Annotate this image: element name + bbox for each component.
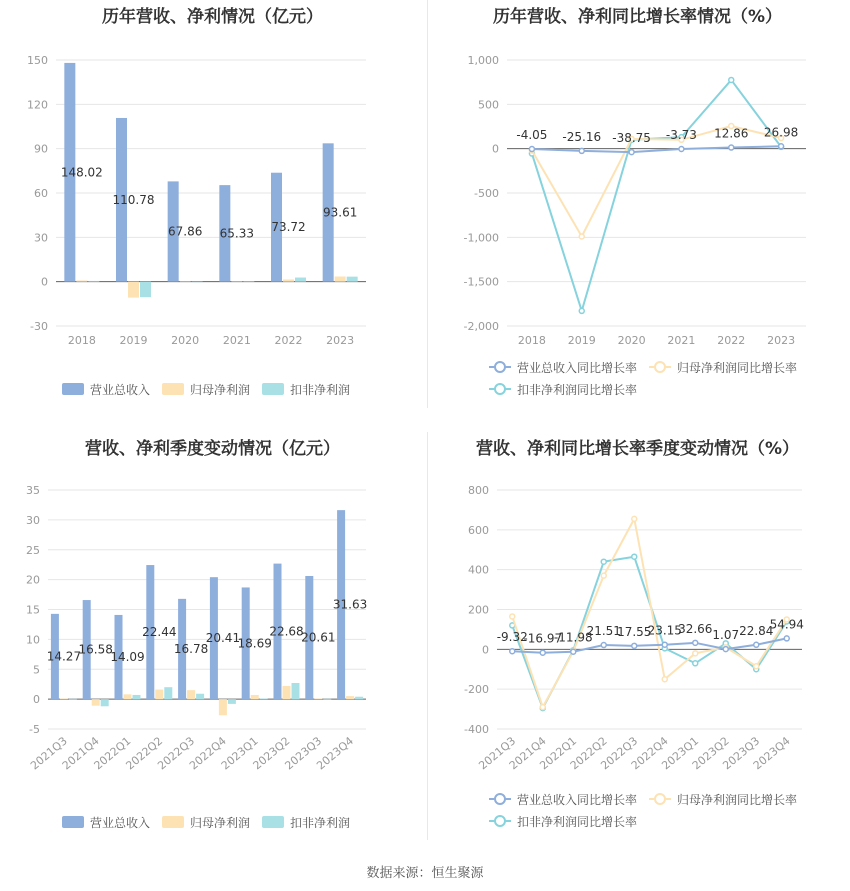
point-2 xyxy=(632,554,637,559)
y-tick-label: 30 xyxy=(26,513,40,527)
legend-label: 营业总收入 xyxy=(90,383,151,397)
bar-1 xyxy=(187,690,195,699)
y-tick-label: 5 xyxy=(33,663,40,677)
legend-label: 归母净利润 xyxy=(190,816,251,830)
data-label: 26.98 xyxy=(763,125,799,140)
y-tick-label: 600 xyxy=(468,523,489,537)
point-0 xyxy=(540,650,545,655)
x-tick-label: 2023Q1 xyxy=(218,734,261,773)
bar-2 xyxy=(164,687,172,699)
y-tick-label: 10 xyxy=(26,633,40,647)
y-tick-label: 500 xyxy=(478,98,499,112)
x-tick-label: 2022Q2 xyxy=(567,734,610,773)
legend-swatch-marker xyxy=(495,816,505,826)
x-tick-label: 2023Q1 xyxy=(659,734,702,773)
y-tick-label: 35 xyxy=(26,484,40,497)
x-tick-label: 2021Q4 xyxy=(506,734,549,773)
y-tick-label: 0 xyxy=(482,643,489,657)
data-label: -3.73 xyxy=(665,127,697,142)
x-tick-label: 2022Q1 xyxy=(537,734,580,773)
x-tick-label: 2023Q4 xyxy=(314,734,357,773)
data-label: 20.61 xyxy=(301,630,336,645)
legend-label: 营业总收入 xyxy=(90,816,151,830)
x-tick-label: 2023Q3 xyxy=(282,734,325,773)
y-tick-label: 20 xyxy=(26,573,40,587)
bar-1 xyxy=(314,699,322,700)
bar-1 xyxy=(231,281,242,282)
bar-1 xyxy=(124,694,132,699)
point-0 xyxy=(723,647,728,652)
x-tick-label: 2021 xyxy=(667,334,696,347)
y-tick-label: 800 xyxy=(468,484,489,497)
y-tick-label: -30 xyxy=(30,320,48,333)
data-label: 67.86 xyxy=(167,224,203,239)
point-1 xyxy=(662,677,667,682)
data-label: 1.07 xyxy=(712,628,740,643)
x-tick-label: 2022Q4 xyxy=(187,734,229,773)
chart-title: 营收、净利季度变动情况（亿元） xyxy=(85,439,340,459)
chart-title: 历年营收、净利情况（亿元） xyxy=(102,7,323,27)
point-0 xyxy=(779,144,784,149)
legend-swatch-marker xyxy=(495,794,505,804)
bar-2 xyxy=(355,697,363,699)
data-label: 31.63 xyxy=(332,597,368,612)
bar-1 xyxy=(283,686,291,699)
quarterly-bar-panel xyxy=(0,432,425,862)
bar-1 xyxy=(346,696,354,699)
point-0 xyxy=(571,649,576,654)
bar-2 xyxy=(228,699,236,704)
bar-1 xyxy=(180,281,191,282)
y-tick-label: 150 xyxy=(27,54,48,67)
data-label: 110.78 xyxy=(112,192,155,207)
legend-swatch-marker xyxy=(495,362,505,372)
point-0 xyxy=(510,649,515,654)
data-label: 65.33 xyxy=(219,226,255,241)
bar-1 xyxy=(251,695,259,699)
y-tick-label: 1,000 xyxy=(467,54,499,67)
bar-2 xyxy=(69,699,77,700)
x-tick-label: 2020 xyxy=(617,334,646,347)
data-label: 18.69 xyxy=(237,636,272,651)
y-tick-label: 0 xyxy=(492,142,499,156)
y-tick-label: -200 xyxy=(464,683,489,697)
data-label: 16.58 xyxy=(78,642,113,657)
bar-2 xyxy=(292,683,300,699)
x-tick-label: 2023 xyxy=(767,334,796,347)
bar-2 xyxy=(192,282,203,283)
x-tick-label: 2022 xyxy=(274,334,303,347)
x-tick-label: 2022Q4 xyxy=(628,734,671,773)
data-label: 23.15 xyxy=(647,623,682,638)
legend-swatch xyxy=(62,816,84,828)
bar-1 xyxy=(60,699,68,700)
bar-2 xyxy=(133,695,141,699)
data-label: 22.44 xyxy=(142,625,177,640)
x-tick-label: 2022Q3 xyxy=(155,734,198,773)
data-label: 20.41 xyxy=(205,631,241,646)
legend-label: 扣非净利润同比增长率 xyxy=(517,383,638,397)
data-label: -4.05 xyxy=(516,128,548,143)
point-1 xyxy=(579,234,584,239)
point-1 xyxy=(540,705,545,710)
legend-swatch xyxy=(62,383,84,395)
point-0 xyxy=(629,150,634,155)
annual-bar-panel xyxy=(0,0,425,430)
quarterly-growth-panel xyxy=(425,432,850,862)
bar-1 xyxy=(219,699,227,715)
data-label: 14.09 xyxy=(110,650,145,665)
x-tick-label: 2023Q2 xyxy=(689,734,732,773)
y-tick-label: -2,000 xyxy=(463,320,499,333)
y-tick-label: 30 xyxy=(34,231,48,245)
point-1 xyxy=(693,651,698,656)
legend-swatch xyxy=(162,383,184,395)
y-tick-label: 120 xyxy=(27,98,48,112)
data-label: 21.51 xyxy=(586,624,621,639)
y-tick-label: -500 xyxy=(474,187,499,200)
x-tick-label: 2021 xyxy=(222,334,251,347)
data-label: -25.16 xyxy=(562,129,602,144)
bar-2 xyxy=(323,699,331,700)
series-line-0 xyxy=(532,146,781,152)
annual-growth-chart xyxy=(425,0,850,430)
point-1 xyxy=(754,664,759,669)
y-tick-label: 0 xyxy=(41,275,48,289)
x-tick-label: 2023Q2 xyxy=(250,734,293,773)
point-2 xyxy=(693,661,698,666)
bar-1 xyxy=(128,282,139,298)
chart-title: 营收、净利同比增长率季度变动情况（%） xyxy=(475,439,800,459)
legend-label: 营业总收入同比增长率 xyxy=(517,361,638,375)
legend-swatch-marker xyxy=(655,794,665,804)
data-label: 32.66 xyxy=(678,621,713,636)
data-label: 16.78 xyxy=(173,641,209,656)
y-tick-label: -400 xyxy=(464,723,489,736)
y-tick-label: 200 xyxy=(468,603,489,617)
bar-2 xyxy=(140,282,151,298)
point-2 xyxy=(729,77,734,82)
x-tick-label: 2022Q3 xyxy=(598,734,641,773)
quarterly-revenue-profit-chart xyxy=(0,432,425,862)
data-label: -38.75 xyxy=(612,131,651,146)
bar-1 xyxy=(76,280,87,281)
bar-2 xyxy=(295,278,306,282)
x-tick-label: 2023Q3 xyxy=(720,734,763,773)
legend-label: 归母净利润同比增长率 xyxy=(677,361,798,375)
point-2 xyxy=(601,559,606,564)
data-label: 73.72 xyxy=(271,220,306,235)
x-tick-label: 2020 xyxy=(171,334,200,347)
y-tick-label: 400 xyxy=(468,563,489,577)
point-0 xyxy=(729,145,734,150)
point-1 xyxy=(632,516,637,521)
data-label: 54.94 xyxy=(769,617,804,632)
data-label: -16.97 xyxy=(523,631,563,646)
data-label: 93.61 xyxy=(322,205,358,220)
legend-label: 扣非净利润 xyxy=(290,383,351,397)
point-0 xyxy=(679,146,684,151)
legend-swatch-marker xyxy=(495,384,505,394)
point-0 xyxy=(754,642,759,647)
point-0 xyxy=(662,642,667,647)
y-tick-label: -1,000 xyxy=(463,231,499,245)
y-tick-label: 60 xyxy=(34,187,48,200)
annual-revenue-profit-chart xyxy=(0,0,425,430)
x-tick-label: 2021Q4 xyxy=(59,734,102,773)
y-tick-label: 15 xyxy=(26,603,40,617)
y-tick-label: 0 xyxy=(33,693,40,707)
series-line-2 xyxy=(532,80,781,311)
bar-1 xyxy=(155,690,163,700)
data-label: 17.55 xyxy=(617,624,652,639)
x-tick-label: 2021Q3 xyxy=(28,734,70,773)
quarterly-growth-chart xyxy=(425,432,850,862)
legend-label: 营业总收入同比增长率 xyxy=(517,793,638,807)
data-label: -11.98 xyxy=(553,630,593,645)
data-label: 22.68 xyxy=(269,624,304,639)
data-label: 148.02 xyxy=(60,165,103,180)
x-tick-label: 2018 xyxy=(517,334,546,347)
data-label: 14.27 xyxy=(46,649,82,664)
x-tick-label: 2022Q2 xyxy=(123,734,166,773)
legend-label: 扣非净利润 xyxy=(290,816,351,830)
bar-2 xyxy=(260,699,268,700)
bar-2 xyxy=(347,277,358,282)
point-1 xyxy=(510,614,515,619)
legend-swatch-marker xyxy=(655,362,665,372)
bar-2 xyxy=(88,281,99,282)
data-label: 22.84 xyxy=(739,623,774,638)
annual-growth-panel xyxy=(425,0,850,430)
data-label: -9.32 xyxy=(496,630,528,645)
x-tick-label: 2023Q4 xyxy=(750,734,793,773)
y-tick-label: -5 xyxy=(29,723,40,736)
chart-title: 历年营收、净利同比增长率情况（%） xyxy=(492,7,783,27)
bar-2 xyxy=(101,699,109,706)
x-tick-label: 2022 xyxy=(717,334,746,347)
data-source: 数据来源：恒生聚源 xyxy=(366,866,484,881)
y-tick-label: 90 xyxy=(34,142,48,156)
point-0 xyxy=(529,147,534,152)
legend-swatch xyxy=(262,816,284,828)
x-tick-label: 2021Q3 xyxy=(476,734,519,773)
point-0 xyxy=(784,636,789,641)
series-line-1 xyxy=(512,519,787,707)
point-2 xyxy=(579,308,584,313)
x-tick-label: 2023 xyxy=(326,334,355,347)
point-0 xyxy=(632,643,637,648)
x-tick-label: 2019 xyxy=(119,334,148,347)
x-tick-label: 2022Q1 xyxy=(91,734,134,773)
data-label: 12.86 xyxy=(714,126,749,141)
bar-1 xyxy=(92,699,100,706)
y-tick-label: 25 xyxy=(26,543,40,557)
legend-swatch xyxy=(262,383,284,395)
bar-2 xyxy=(243,281,254,282)
point-1 xyxy=(601,573,606,578)
bar-1 xyxy=(335,276,346,281)
x-tick-label: 2018 xyxy=(67,334,96,347)
point-0 xyxy=(601,643,606,648)
legend-label: 扣非净利润同比增长率 xyxy=(517,815,638,829)
bar-2 xyxy=(196,694,204,699)
point-0 xyxy=(693,640,698,645)
point-0 xyxy=(579,148,584,153)
legend-label: 归母净利润 xyxy=(190,383,251,397)
legend-swatch xyxy=(162,816,184,828)
x-tick-label: 2019 xyxy=(567,334,596,347)
y-tick-label: -1,500 xyxy=(463,275,499,289)
legend-label: 归母净利润同比增长率 xyxy=(677,793,798,807)
bar-1 xyxy=(283,279,294,281)
